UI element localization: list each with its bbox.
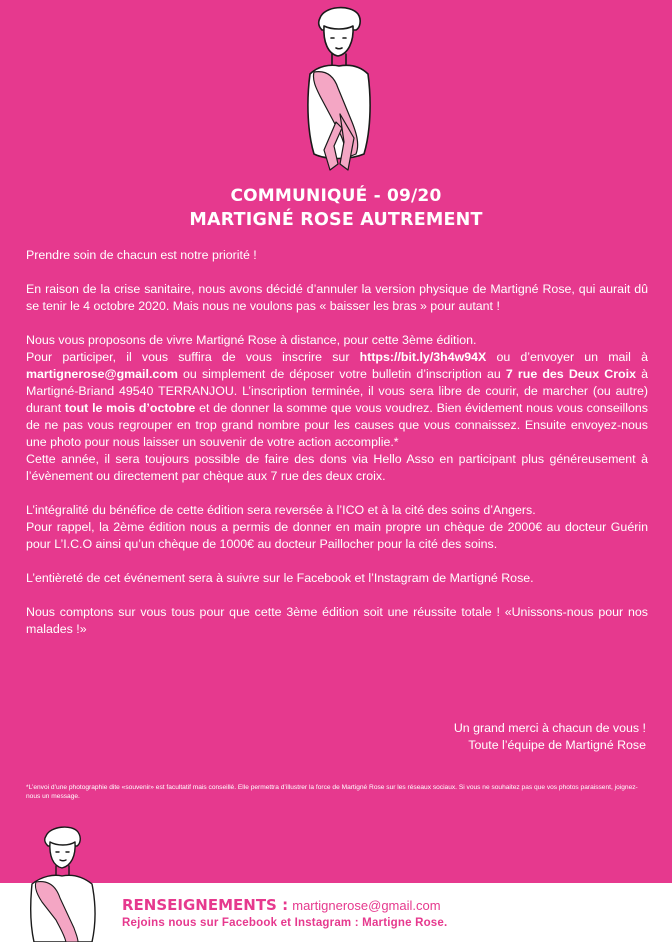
social-line: Rejoins nous sur Facebook et Instagram : Martigne Rose. — [122, 917, 448, 929]
signoff — [454, 720, 646, 754]
event-period: tout le mois d’octobre — [64, 401, 196, 415]
contact-label: RENSEIGNEMENTS : — [122, 896, 289, 914]
title-block — [0, 184, 672, 232]
paragraph-reminder: Pour rappel, la 2ème édition nous a permis de donner en main propre un chèque de 2000€ au docteur Guérin pour L’I.C.O ainsi qu’un chèque de 1000€ au docteur Paillocher pour la cité des soins. — [26, 520, 648, 551]
paragraph-distance: Nous vous proposons de vivre Martigné Rose à distance, pour cette 3ème édition. — [26, 333, 477, 347]
contact-email[interactable]: martignerose@gmail.com — [26, 367, 178, 381]
contact-line — [122, 896, 447, 915]
paragraph-crisis: En raison de la crise sanitaire, nous avons décidé d’annuler la version physique de Martigné Rose, qui aurait dû se tenir le 4 octobre 2020. Mais nous ne voulons pas « baisser les bras » pour autant ! — [26, 282, 648, 313]
communique-title: COMMUNIQUÉ - 09/20 — [230, 186, 442, 206]
signoff-thanks: Un grand merci à chacun de vous ! — [453, 721, 646, 735]
footer-email[interactable]: martignerose@gmail.com — [292, 898, 441, 913]
paragraph-participation: Pour participer, il vous suffira de vous inscrire sur https://bit.ly/3h4w94X ou d’envoyer un mail à martignerose@gmail.com ou simplement de déposer votre bulletin d’inscription au 7 rue des Deux Croix à Martigné-Briand 49540 TERRANJOU. L’inscription terminée, il vous sera libre de courir, de marcher (ou autre) durant tout le mois d’octobre et de donner la somme que vous voudrez. Bien évidement nous vous conseillons de ne pas vous regrouper en trop grand nombre pour les causes que vous connaissez. Ensuite envoyez-nous une photo pour nous laisser un souvenir de votre action accomplie.* — [26, 350, 649, 449]
paragraph-intro: Prendre soin de chacun est notre priorité ! — [26, 248, 257, 262]
ribbon-figure-footer-illustration — [22, 824, 100, 942]
signoff-team: Toute l’équipe de Martigné Rose — [468, 738, 646, 752]
ribbon-figure-illustration — [290, 4, 382, 176]
paragraph-social: L’entièreté de cet événement sera à suivre sur le Facebook et l’Instagram de Martigné Rose. — [26, 571, 534, 585]
footnote: *L’envoi d’une photographie dite «souvenir» est facultatif mais conseillé. Elle permettra d’illustrer la force de Martigné Rose sur les réseaux sociaux. Si vous ne souhaitez pas que vos photos paraissent, joignez-nous un message. — [26, 784, 638, 800]
registration-link[interactable]: https://bit.ly/3h4w94X — [359, 350, 487, 364]
body-text — [26, 247, 648, 655]
paragraph-donations: Cette année, il sera toujours possible de faire des dons via Hello Asso en participant plus généreusement à l’évènement ou directement par chèque aux 7 rue des deux croix. — [26, 452, 648, 483]
address: 7 rue des Deux Croix — [505, 367, 636, 381]
event-title: MARTIGNÉ ROSE AUTREMENT — [189, 210, 483, 230]
contact-block — [122, 896, 447, 931]
paragraph-benefits: L’intégralité du bénéfice de cette édition sera reversée à l’ICO et à la cité des soins d’Angers. — [26, 503, 536, 517]
paragraph-closing: Nous comptons sur vous tous pour que cette 3ème édition soit une réussite totale ! «Unissons-nous pour nos malades !» — [26, 605, 648, 636]
